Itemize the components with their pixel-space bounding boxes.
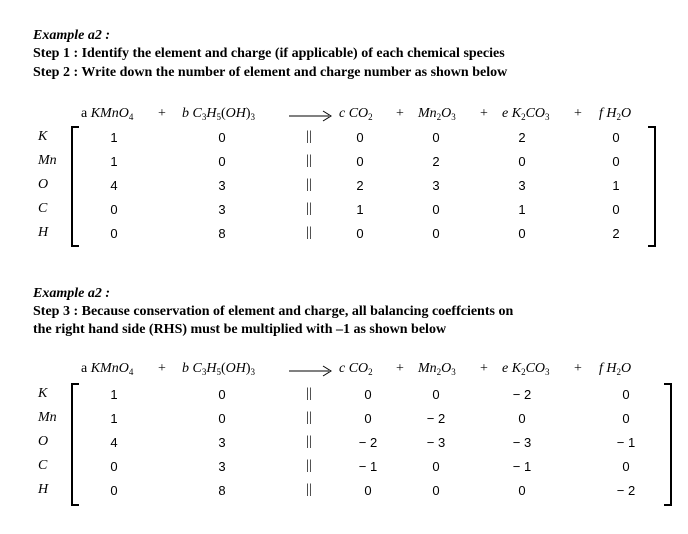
matrix-cell: − 3 <box>512 435 532 450</box>
term-mn2o3: $Mn_2O_3$ <box>418 361 456 377</box>
equality-separator: || <box>306 386 312 401</box>
matrix-cell: 0 <box>432 459 440 474</box>
matrix-cell: 0 <box>356 130 364 145</box>
term-mn2o3: $Mn_2O_3$ <box>418 106 456 122</box>
matrix-cell: 0 <box>432 130 440 145</box>
matrix-cell: 1 <box>356 202 364 217</box>
matrix-cell: 4 <box>110 178 118 193</box>
matrix-cell: 1 <box>518 202 526 217</box>
equality-separator: || <box>306 129 312 144</box>
term-glycerol: b $C_3H_5(OH)_3$ <box>182 361 256 377</box>
term-glycerol: b $C_3H_5(OH)_3$ <box>182 106 256 122</box>
section2-step3: Step 3 : Because conservation of element and charge, all balancing coeffcients on <box>33 304 514 319</box>
term-k2co3: e $K_2CO_3$ <box>502 361 550 377</box>
matrix-cell: − 3 <box>426 435 446 450</box>
matrix-cell: 0 <box>364 387 372 402</box>
row-label-mn: Mn <box>38 410 57 425</box>
matrix-cell: − 2 <box>512 387 532 402</box>
matrix-cell: − 2 <box>358 435 378 450</box>
section2-step3-cont: the right hand side (RHS) must be multiplied with –1 as shown below <box>33 322 447 337</box>
matrix-cell: 0 <box>622 387 630 402</box>
row-label-k: K <box>38 129 48 144</box>
row-label-k: K <box>38 386 48 401</box>
matrix-cell: 0 <box>612 130 620 145</box>
matrix1-right-bracket <box>648 126 656 247</box>
matrix-cell: − 2 <box>616 483 636 498</box>
matrix-cell: 0 <box>432 483 440 498</box>
term-kmno4: a KMnO$_4$ <box>81 361 134 377</box>
row-label-h: H <box>38 225 49 240</box>
matrix-cell: 0 <box>218 387 226 402</box>
matrix-cell: 0 <box>110 202 118 217</box>
equality-separator: || <box>306 153 312 168</box>
term-kmno4: a KMnO$_4$ <box>81 106 134 122</box>
equality-separator: || <box>306 410 312 425</box>
plus-sign: + <box>574 361 582 376</box>
matrix-cell: 1 <box>110 154 118 169</box>
row-label-c: C <box>38 201 48 216</box>
term-co2: c $CO_2$ <box>339 106 373 122</box>
equality-separator: || <box>306 434 312 449</box>
matrix-cell: 2 <box>356 178 364 193</box>
matrix-cell: 0 <box>518 411 526 426</box>
matrix-cell: 0 <box>110 483 118 498</box>
matrix-cell: 3 <box>218 178 226 193</box>
matrix-cell: 0 <box>218 411 226 426</box>
matrix-cell: 0 <box>218 130 226 145</box>
matrix-cell: 0 <box>432 202 440 217</box>
term-h2o: f $H_2O$ <box>599 361 632 377</box>
section2-title: Example a2 : <box>33 286 110 301</box>
equality-separator: || <box>306 458 312 473</box>
equality-separator: || <box>306 201 312 216</box>
matrix-cell: − 2 <box>426 411 446 426</box>
section1-title: Example a2 : <box>33 28 110 43</box>
matrix-cell: 1 <box>110 130 118 145</box>
equality-separator: || <box>306 225 312 240</box>
equality-separator: || <box>306 177 312 192</box>
matrix-cell: 0 <box>518 226 526 241</box>
matrix-cell: 3 <box>518 178 526 193</box>
matrix-cell: 0 <box>622 459 630 474</box>
plus-sign: + <box>396 106 404 121</box>
plus-sign: + <box>574 106 582 121</box>
matrix-cell: 8 <box>218 226 226 241</box>
term-h2o: f $H_2O$ <box>599 106 632 122</box>
matrix-cell: 0 <box>110 459 118 474</box>
matrix-cell: 0 <box>110 226 118 241</box>
matrix2-right-bracket <box>664 383 672 506</box>
section1-step2: Step 2 : Write down the number of element and charge number as shown below <box>33 65 508 80</box>
plus-sign: + <box>158 361 166 376</box>
plus-sign: + <box>480 361 488 376</box>
matrix-cell: 4 <box>110 435 118 450</box>
matrix-cell: 1 <box>612 178 620 193</box>
matrix-cell: 0 <box>612 202 620 217</box>
plus-sign: + <box>480 106 488 121</box>
matrix-cell: 8 <box>218 483 226 498</box>
row-label-c: C <box>38 458 48 473</box>
matrix-cell: 3 <box>432 178 440 193</box>
matrix2-left-bracket <box>71 383 79 506</box>
matrix-cell: 0 <box>518 483 526 498</box>
plus-sign: + <box>396 361 404 376</box>
matrix-cell: 2 <box>432 154 440 169</box>
reaction-arrow-icon <box>289 365 333 377</box>
matrix-cell: 3 <box>218 459 226 474</box>
matrix-cell: 1 <box>110 411 118 426</box>
row-label-o: O <box>38 434 49 449</box>
matrix-cell: − 1 <box>616 435 636 450</box>
matrix-cell: 0 <box>356 154 364 169</box>
matrix-cell: 0 <box>612 154 620 169</box>
equality-separator: || <box>306 482 312 497</box>
plus-sign: + <box>158 106 166 121</box>
row-label-h: H <box>38 482 49 497</box>
matrix-cell: 0 <box>356 226 364 241</box>
term-k2co3: e $K_2CO_3$ <box>502 106 550 122</box>
section1-step1: Step 1 : Identify the element and charge (if applicable) of each chemical species <box>33 46 505 61</box>
matrix-cell: 2 <box>518 130 526 145</box>
matrix-cell: 3 <box>218 202 226 217</box>
matrix-cell: − 1 <box>358 459 378 474</box>
row-label-mn: Mn <box>38 153 57 168</box>
matrix-cell: 0 <box>364 411 372 426</box>
matrix-cell: 0 <box>218 154 226 169</box>
matrix-cell: 0 <box>432 387 440 402</box>
term-co2: c $CO_2$ <box>339 361 373 377</box>
matrix-cell: 0 <box>518 154 526 169</box>
matrix-cell: 0 <box>364 483 372 498</box>
matrix-cell: − 1 <box>512 459 532 474</box>
reaction-arrow-icon <box>289 110 333 122</box>
matrix-cell: 0 <box>432 226 440 241</box>
matrix-cell: 0 <box>622 411 630 426</box>
matrix-cell: 1 <box>110 387 118 402</box>
matrix1-left-bracket <box>71 126 79 247</box>
row-label-o: O <box>38 177 49 192</box>
matrix-cell: 2 <box>612 226 620 241</box>
matrix-cell: 3 <box>218 435 226 450</box>
